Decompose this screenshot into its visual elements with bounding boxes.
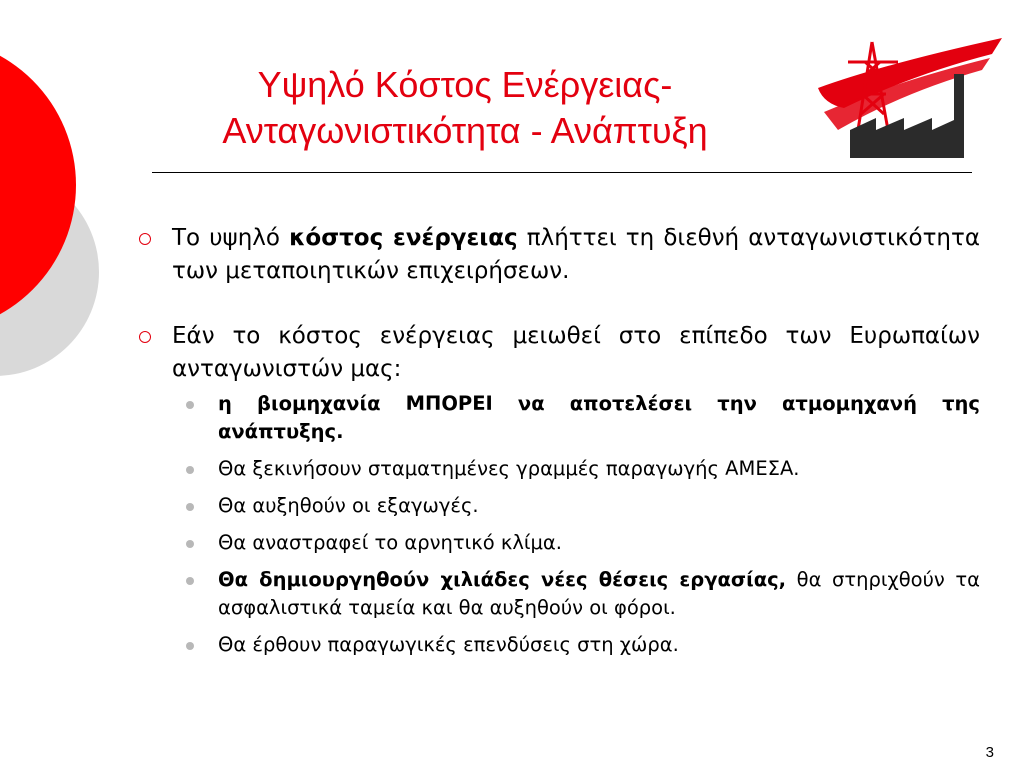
- sub-bullet-2: [132, 455, 980, 483]
- sub-bullet-5-bold: Θα δημιουργηθούν χιλιάδες νέες θέσεις εργασίας,: [218, 568, 787, 591]
- gray-dot-bullet-icon: [186, 401, 194, 409]
- bullet-1: [132, 222, 980, 288]
- sub-bullet-4: [132, 529, 980, 557]
- hollow-circle-bullet-icon: [139, 331, 151, 343]
- sub-bullet-3: [132, 492, 980, 520]
- gray-dot-bullet-icon: [186, 577, 194, 585]
- sub-bullet-1-bold: η βιομηχανία ΜΠΟΡΕΙ να αποτελέσει την ατμομηχανή της ανάπτυξης.: [218, 392, 980, 443]
- page-title: [150, 62, 780, 154]
- gray-dot-bullet-icon: [186, 540, 194, 548]
- sub-bullet-6: [132, 631, 980, 659]
- title-line-2: Ανταγωνιστικότητα - Ανάπτυξη: [222, 110, 708, 151]
- gray-dot-bullet-icon: [186, 466, 194, 474]
- title-line-1: Υψηλό Κόστος Ενέργειας-: [257, 64, 673, 105]
- sub-bullet-5-text: θα στηριχθούν τα ασφαλιστικά ταμεία και θα αυξηθούν οι φόροι.: [218, 568, 980, 619]
- bullet-2-text: Εάν το κόστος ενέργειας μειωθεί στο επίπεδο των Ευρωπαίων ανταγωνιστών μας:: [172, 323, 980, 382]
- sub-bullet-4-text: Θα αναστραφεί το αρνητικό κλίμα.: [218, 531, 562, 554]
- power-pylon-factory-icon: [814, 34, 1004, 162]
- gray-dot-bullet-icon: [186, 503, 194, 511]
- sub-bullet-5: [132, 566, 980, 622]
- hollow-circle-bullet-icon: [139, 233, 151, 245]
- bullet-1-text-pre: Το υψηλό: [172, 225, 290, 251]
- sub-bullet-1: [132, 390, 980, 446]
- title-divider: [152, 172, 972, 173]
- decorative-circles: [0, 0, 110, 400]
- slide-body: [132, 222, 980, 668]
- bullet-1-text-post: πλήττει τη διεθνή ανταγωνιστικότητα των μεταποιητικών επιχειρήσεων.: [172, 225, 981, 284]
- gray-dot-bullet-icon: [186, 642, 194, 650]
- sub-bullet-6-text: Θα έρθουν παραγωγικές επενδύσεις στη χώρα.: [218, 633, 679, 656]
- bullet-2: [132, 320, 980, 386]
- sub-bullet-2-text: Θα ξεκινήσουν σταματημένες γραμμές παραγωγής ΑΜΕΣΑ.: [218, 457, 800, 480]
- bullet-1-text-bold: κόστος ενέργειας: [289, 225, 518, 251]
- page-number: 3: [985, 744, 994, 761]
- sub-bullet-3-text: Θα αυξηθούν οι εξαγωγές.: [218, 494, 479, 517]
- sub-bullet-list: [132, 390, 980, 659]
